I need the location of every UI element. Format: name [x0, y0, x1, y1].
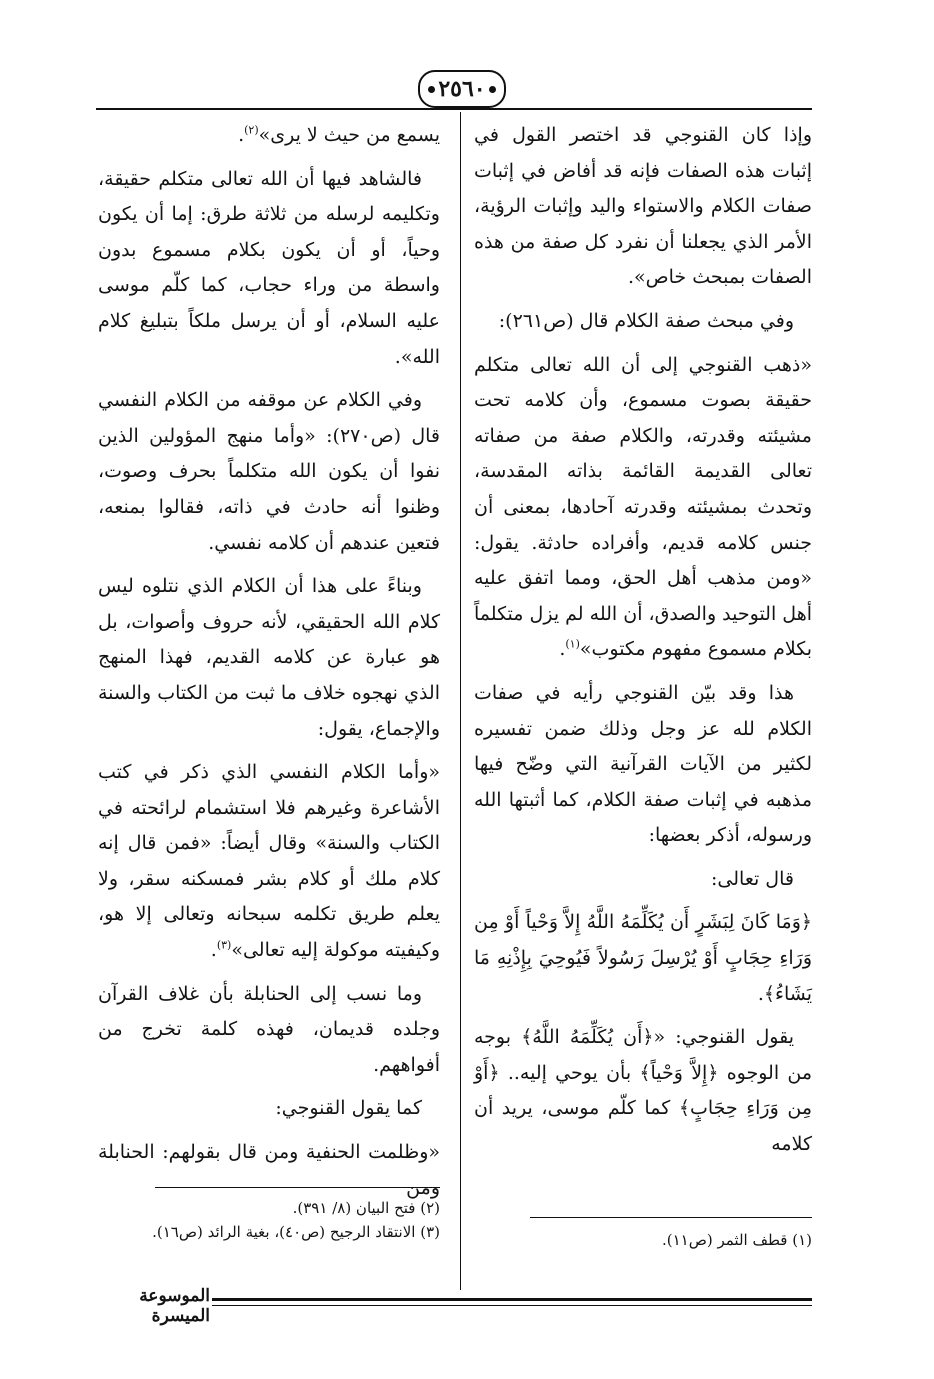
footer-rule: [212, 1305, 812, 1306]
paragraph: قال تعالى:: [711, 867, 794, 890]
column-divider: [460, 112, 461, 1290]
quote-text: «وأما الكلام النفسي الذي ذكر في كتب الأشاعرة وغيرهم فلا استشمام لرائحته في الكتاب والسنة» وقال أيضاً: «فمن قال إنه كلام ملك أو كلام بشر فمسكنه سقر، ولا يعلم طريق تكلمه سبحانه وتعالى إلا هو، وكيفيته موكولة إليه تعالى»: [98, 761, 440, 962]
paragraph: هذا وقد بيّن القنوجي رأيه في صفات الكلام لله عز وجل وذلك ضمن تفسيره لكثير من الآيات القرآنية التي وضّح فيها مذهبه في إثبات صفة الكلام، كما أثبتها الله ورسوله، أذكر بعضها:: [474, 681, 812, 847]
page-number: ٢٥٦٠: [418, 70, 506, 108]
footer-rule: [212, 1298, 812, 1301]
quote-text: «ذهب القنوجي إلى أن الله تعالى متكلم حقيقة بصوت مسموع، وأن كلامه تحت مشيئته وقدرته، والكلام صفة من صفاته تعالى القديمة القائمة بذاته المقدسة، وتحدث بمشيئته وقدرته آحادها، بمعنى أن جنس كلامه قديم، وأفراده حادثة. يقول: «ومن مذهب أهل الحق، ومما اتفق عليه أهل التوحيد والصدق، أن الله لم يزل متكلماً بكلام مسموع مفهوم مكتوب»: [474, 353, 812, 661]
quoted-paragraph: «وأما الكلام النفسي الذي ذكر في كتب الأشاعرة وغيرهم فلا استشمام لرائحته في الكتاب والسنة» وقال أيضاً: «فمن قال إنه كلام ملك أو كلام بشر فمسكنه سقر، ولا يعلم طريق تكلمه سبحانه وتعالى إلا هو، وكيفيته موكولة إليه تعالى»$^{(٣)}$.: [98, 761, 440, 962]
footnote-rule: [155, 1187, 440, 1188]
paragraph: فالشاهد فيها أن الله تعالى متكلم حقيقة، وتكليمه لرسله من ثلاثة طرق: إما أن يكون وحياً، أو أن يكون بكلام مسموع بدون واسطة من وراء حجاب، كما كلّم موسى عليه السلام، أو أن يرسل ملكاً بتبليغ كلام الله».: [98, 167, 440, 368]
paragraph: وما نسب إلى الحنابلة بأن غلاف القرآن وجلده قديمان، فهذه كلمة تخرج من أفواههم.: [98, 982, 440, 1076]
quote-text: يسمع من حيث لا يرى»: [258, 124, 440, 146]
quoted-paragraph: «ذهب القنوجي إلى أن الله تعالى متكلم حقيقة بصوت مسموع، وأن كلامه تحت مشيئته وقدرته، والكلام صفة من صفاته تعالى القديمة القائمة بذاته المقدسة، وتحدث بمشيئته وقدرته آحادها، بمعنى أن جنس كلامه قديم، وأفراده حادثة. يقول: «ومن مذهب أهل الحق، ومما اتفق عليه أهل التوحيد والصدق، أن الله لم يزل متكلماً بكلام مسموع مفهوم مكتوب»$^{(١)}$.: [474, 353, 812, 661]
paragraph: «وظلمت الحنفية ومن قال بقولهم: الحنابلة ومن: [98, 1141, 440, 1199]
paragraph: وإذا كان القنوجي قد اختصر القول في إثبات هذه الصفات فإنه قد أفاض في إثبات صفات الكلام والاستواء واليد وإثبات الرؤية، الأمر الذي يجعلنا أن نفرد كل صفة من هذه الصفات بمبحث خاص».: [474, 124, 812, 289]
footnote: (٣) الانتقاد الرجيح (ص٤٠)، بغية الرائد (ص١٦).: [152, 1223, 440, 1241]
footnote: (٢) فتح البيان (٨/ ٣٩١).: [292, 1199, 440, 1217]
paragraph: وفي الكلام عن موقفه من الكلام النفسي قال (ص٢٧٠): «وأما منهج المؤولين الذين نفوا أن يكون الله متكلماً بحرف وصوت، وظنوا أنه حادث في ذاته، فقالوا بمنعه، فتعين عندهم أن كلامه نفسي.: [98, 389, 440, 554]
right-column: [474, 118, 812, 1171]
footnotes-right: [474, 1228, 812, 1252]
footnote-ref: (٢): [244, 123, 259, 137]
left-column: [98, 118, 440, 1214]
footnote-ref: (١): [565, 637, 580, 651]
paragraph: وبناءً على هذا أن الكلام الذي نتلوه ليس كلام الله الحقيقي، لأنه حروف وأصوات، بل هو عبارة عن كلامه القديم، فهذا المنهج الذي نهجوه خلاف ما ثبت من الكتاب والسنة والإجماع، يقول:: [98, 575, 440, 740]
paragraph: كما يقول القنوجي:: [275, 1097, 422, 1120]
footnote-rule: [530, 1217, 812, 1218]
paragraph: وفي مبحث صفة الكلام قال (ص٢٦١):: [498, 309, 794, 332]
footer-title: الموسوعة الميسرة: [139, 1286, 210, 1326]
paragraph: يقول القنوجي: «﴿أَن يُكَلِّمَهُ اللَّهُ﴾ بوجه من الوجوه ﴿إِلاَّ وَحْياً﴾ بأن يوحي إليه.. ﴿أَوْ مِن وَرَاءِ حِجَابٍ﴾ كما كلّم موسى، يريد أن كلامه: [474, 1026, 812, 1156]
quran-verse: ﴿وَمَا كَانَ لِبَشَرٍ أَن يُكَلِّمَهُ اللَّهُ إِلاَّ وَحْياً أَوْ مِن وَرَاءِ حِجَابٍ أَوْ يُرْسِلَ رَسُولاً فَيُوحِيَ بِإِذْنِهِ مَا يَشَاءُ﴾.: [474, 911, 812, 1005]
footnote: (١) قطف الثمر (ص١١).: [661, 1231, 812, 1249]
paragraph: يسمع من حيث لا يرى»$^{(٢)}$.: [238, 123, 440, 146]
footnotes-left: [98, 1196, 440, 1244]
header-rule: [96, 108, 812, 110]
footnote-ref: (٣): [216, 938, 232, 952]
